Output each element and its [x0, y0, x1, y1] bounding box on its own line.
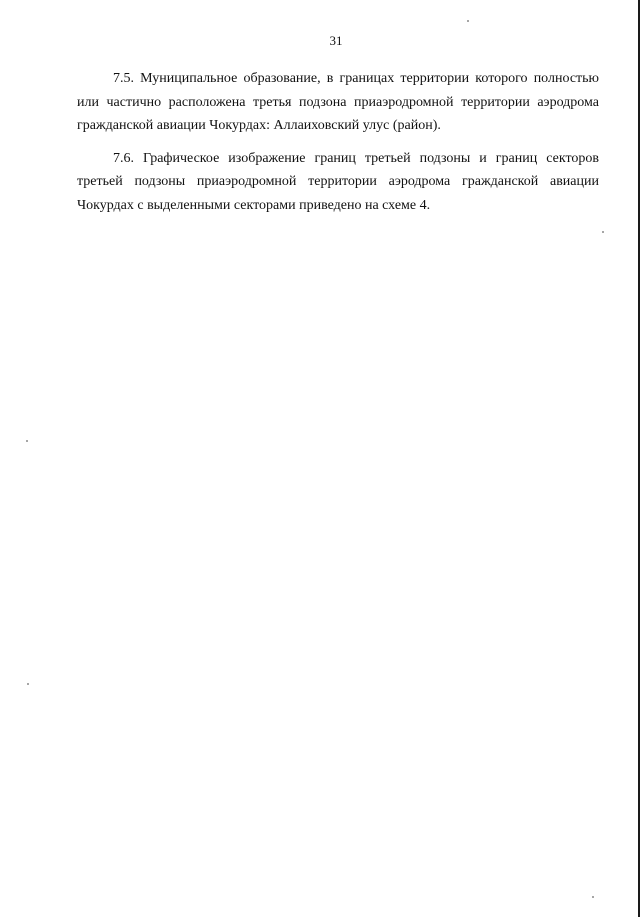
scan-speck — [26, 440, 28, 442]
page-number: 31 — [329, 33, 343, 48]
paragraph-7-5: 7.5. Муниципальное образование, в границах территории которого полностью или частично расположена третья подзона приаэродромной территории аэродрома гражданской авиации Чокурдах: Аллаиховский улус (район). — [77, 71, 599, 133]
scan-speck — [27, 683, 29, 685]
scan-speck — [467, 20, 469, 22]
scan-speck — [602, 231, 604, 233]
document-body — [77, 67, 599, 226]
scan-speck — [592, 896, 594, 898]
paragraph-7-6: 7.6. Графическое изображение границ третьей подзоны и границ секторов третьей подзоны приаэродромной территории аэродрома гражданской авиации Чокурдах с выделенными секторами приведено на схеме 4. — [77, 150, 599, 213]
